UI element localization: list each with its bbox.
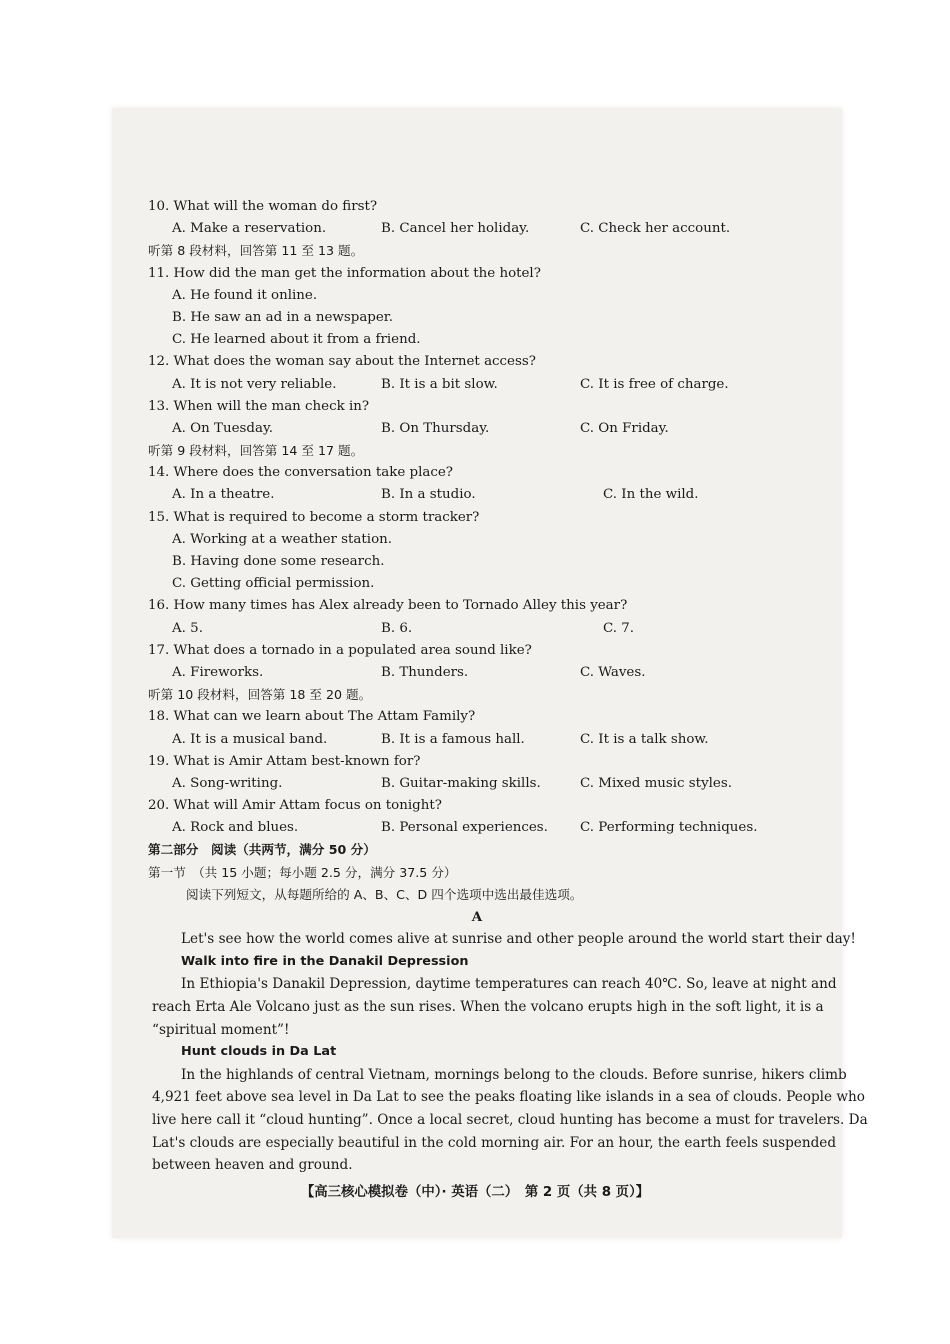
option-b: B. Having done some research. xyxy=(172,554,385,569)
option-a: A. He found it online. xyxy=(172,287,318,303)
question-19: 19. What is Amir Attam best-known for? xyxy=(148,753,421,769)
option-c: C. It is free of charge. xyxy=(580,376,729,392)
section-10-instruction: 听第 10 段材料，回答第 18 至 20 题。 xyxy=(148,687,372,703)
option-b: B. Cancel her holiday. xyxy=(381,221,530,237)
option-a: A. Rock and blues. xyxy=(172,820,299,836)
question-12: 12. What does the woman say about the Internet access? xyxy=(148,354,536,370)
option-c: C. On Friday. xyxy=(580,420,669,436)
options-20 xyxy=(148,817,818,839)
option-a: A. It is a musical band. xyxy=(172,731,328,747)
question-10: 10. What will the woman do first? xyxy=(148,199,378,214)
passage-intro: Let's see how the world comes alive at sunrise and other people around the world start their day! xyxy=(181,931,856,948)
option-c: C. 7. xyxy=(603,620,635,636)
section-9-instruction: 听第 9 段材料，回答第 14 至 17 题。 xyxy=(148,443,364,459)
option-c: C. Performing techniques. xyxy=(580,820,758,836)
option-a: A. On Tuesday. xyxy=(172,420,273,436)
paragraph-line: In the highlands of central Vietnam, mornings belong to the clouds. Before sunrise, hikers climb xyxy=(181,1066,847,1083)
options-14 xyxy=(148,484,818,506)
passage-a xyxy=(148,928,868,1177)
option-c: C. In the wild. xyxy=(603,487,699,503)
paragraph-line: reach Erta Ale Volcano just as the sun rises. When the volcano erupts high in the soft light, it is a xyxy=(152,998,824,1015)
option-c: C. Check her account. xyxy=(580,221,731,237)
paragraph-line: 4,921 feet above sea level in Da Lat to see the peaks floating like islands in a sea of clouds. People who xyxy=(152,1089,865,1106)
option-c: C. Waves. xyxy=(580,664,646,680)
options-12 xyxy=(148,374,818,396)
option-b: B. It is a famous hall. xyxy=(381,731,525,747)
paragraph-line: live here call it “cloud hunting”. Once a local secret, cloud hunting has become a must for travelers. Da xyxy=(152,1111,868,1128)
heading-danakil: Walk into fire in the Danakil Depression xyxy=(181,953,469,969)
paragraph-line: In Ethiopia's Danakil Depression, daytime temperatures can reach 40℃. So, leave at night and xyxy=(181,976,837,993)
options-10 xyxy=(148,218,818,240)
options-19 xyxy=(148,773,818,795)
option-a: A. Make a reservation. xyxy=(172,221,327,237)
option-a: A. Song-writing. xyxy=(172,775,283,791)
option-b: B. It is a bit slow. xyxy=(381,376,498,392)
page-footer: 【高三核心模拟卷（中）· 英语（二） 第 2 页（共 8 页）】 xyxy=(300,1185,650,1200)
option-b: B. In a studio. xyxy=(381,487,476,503)
question-13: 13. When will the man check in? xyxy=(148,398,370,414)
options-17 xyxy=(148,662,818,684)
passage-label: A xyxy=(471,909,483,925)
option-c: C. It is a talk show. xyxy=(580,731,709,747)
option-b: B. Thunders. xyxy=(381,664,469,680)
option-b: B. Personal experiences. xyxy=(381,820,548,836)
question-17: 17. What does a tornado in a populated area sound like? xyxy=(148,642,532,658)
question-11: 11. How did the man get the information about the hotel? xyxy=(148,265,541,281)
options-16 xyxy=(148,618,818,640)
section-8-instruction: 听第 8 段材料，回答第 11 至 13 题。 xyxy=(148,243,364,259)
option-c: C. Getting official permission. xyxy=(172,576,375,592)
options-13 xyxy=(148,418,818,440)
reading-instruction: 阅读下列短文，从每题所给的 A、B、C、D 四个选项中选出最佳选项。 xyxy=(186,886,583,902)
exam-content xyxy=(148,196,868,1177)
question-14: 14. Where does the conversation take place? xyxy=(148,465,453,481)
paragraph-line: Lat's clouds are especially beautiful in the cold morning air. For an hour, the earth feels suspended xyxy=(152,1134,837,1151)
question-18: 18. What can we learn about The Attam Family? xyxy=(148,709,476,725)
option-b: B. On Thursday. xyxy=(381,420,490,436)
option-c: C. He learned about it from a friend. xyxy=(172,332,421,348)
option-c: C. Mixed music styles. xyxy=(580,775,732,791)
heading-da-lat: Hunt clouds in Da Lat xyxy=(181,1044,337,1060)
option-a: A. It is not very reliable. xyxy=(172,376,337,392)
option-b: B. Guitar-making skills. xyxy=(381,775,541,791)
option-b: B. He saw an ad in a newspaper. xyxy=(172,309,393,325)
option-a: A. In a theatre. xyxy=(172,487,275,503)
options-18 xyxy=(148,729,818,751)
option-a: A. 5. xyxy=(172,620,203,636)
section-one-title: 第一节 （共 15 小题；每小题 2.5 分，满分 37.5 分） xyxy=(148,864,457,880)
question-15: 15. What is required to become a storm tracker? xyxy=(148,509,480,525)
question-16: 16. How many times has Alex already been to Tornado Alley this year? xyxy=(148,598,628,614)
part-two-title: 第二部分 阅读（共两节，满分 50 分） xyxy=(148,842,376,858)
option-a: A. Working at a weather station. xyxy=(172,531,393,547)
paragraph-line: between heaven and ground. xyxy=(152,1157,353,1174)
question-20: 20. What will Amir Attam focus on tonight? xyxy=(148,798,442,814)
option-b: B. 6. xyxy=(381,620,413,636)
paragraph-line: “spiritual moment”! xyxy=(152,1021,290,1038)
option-a: A. Fireworks. xyxy=(172,664,264,680)
